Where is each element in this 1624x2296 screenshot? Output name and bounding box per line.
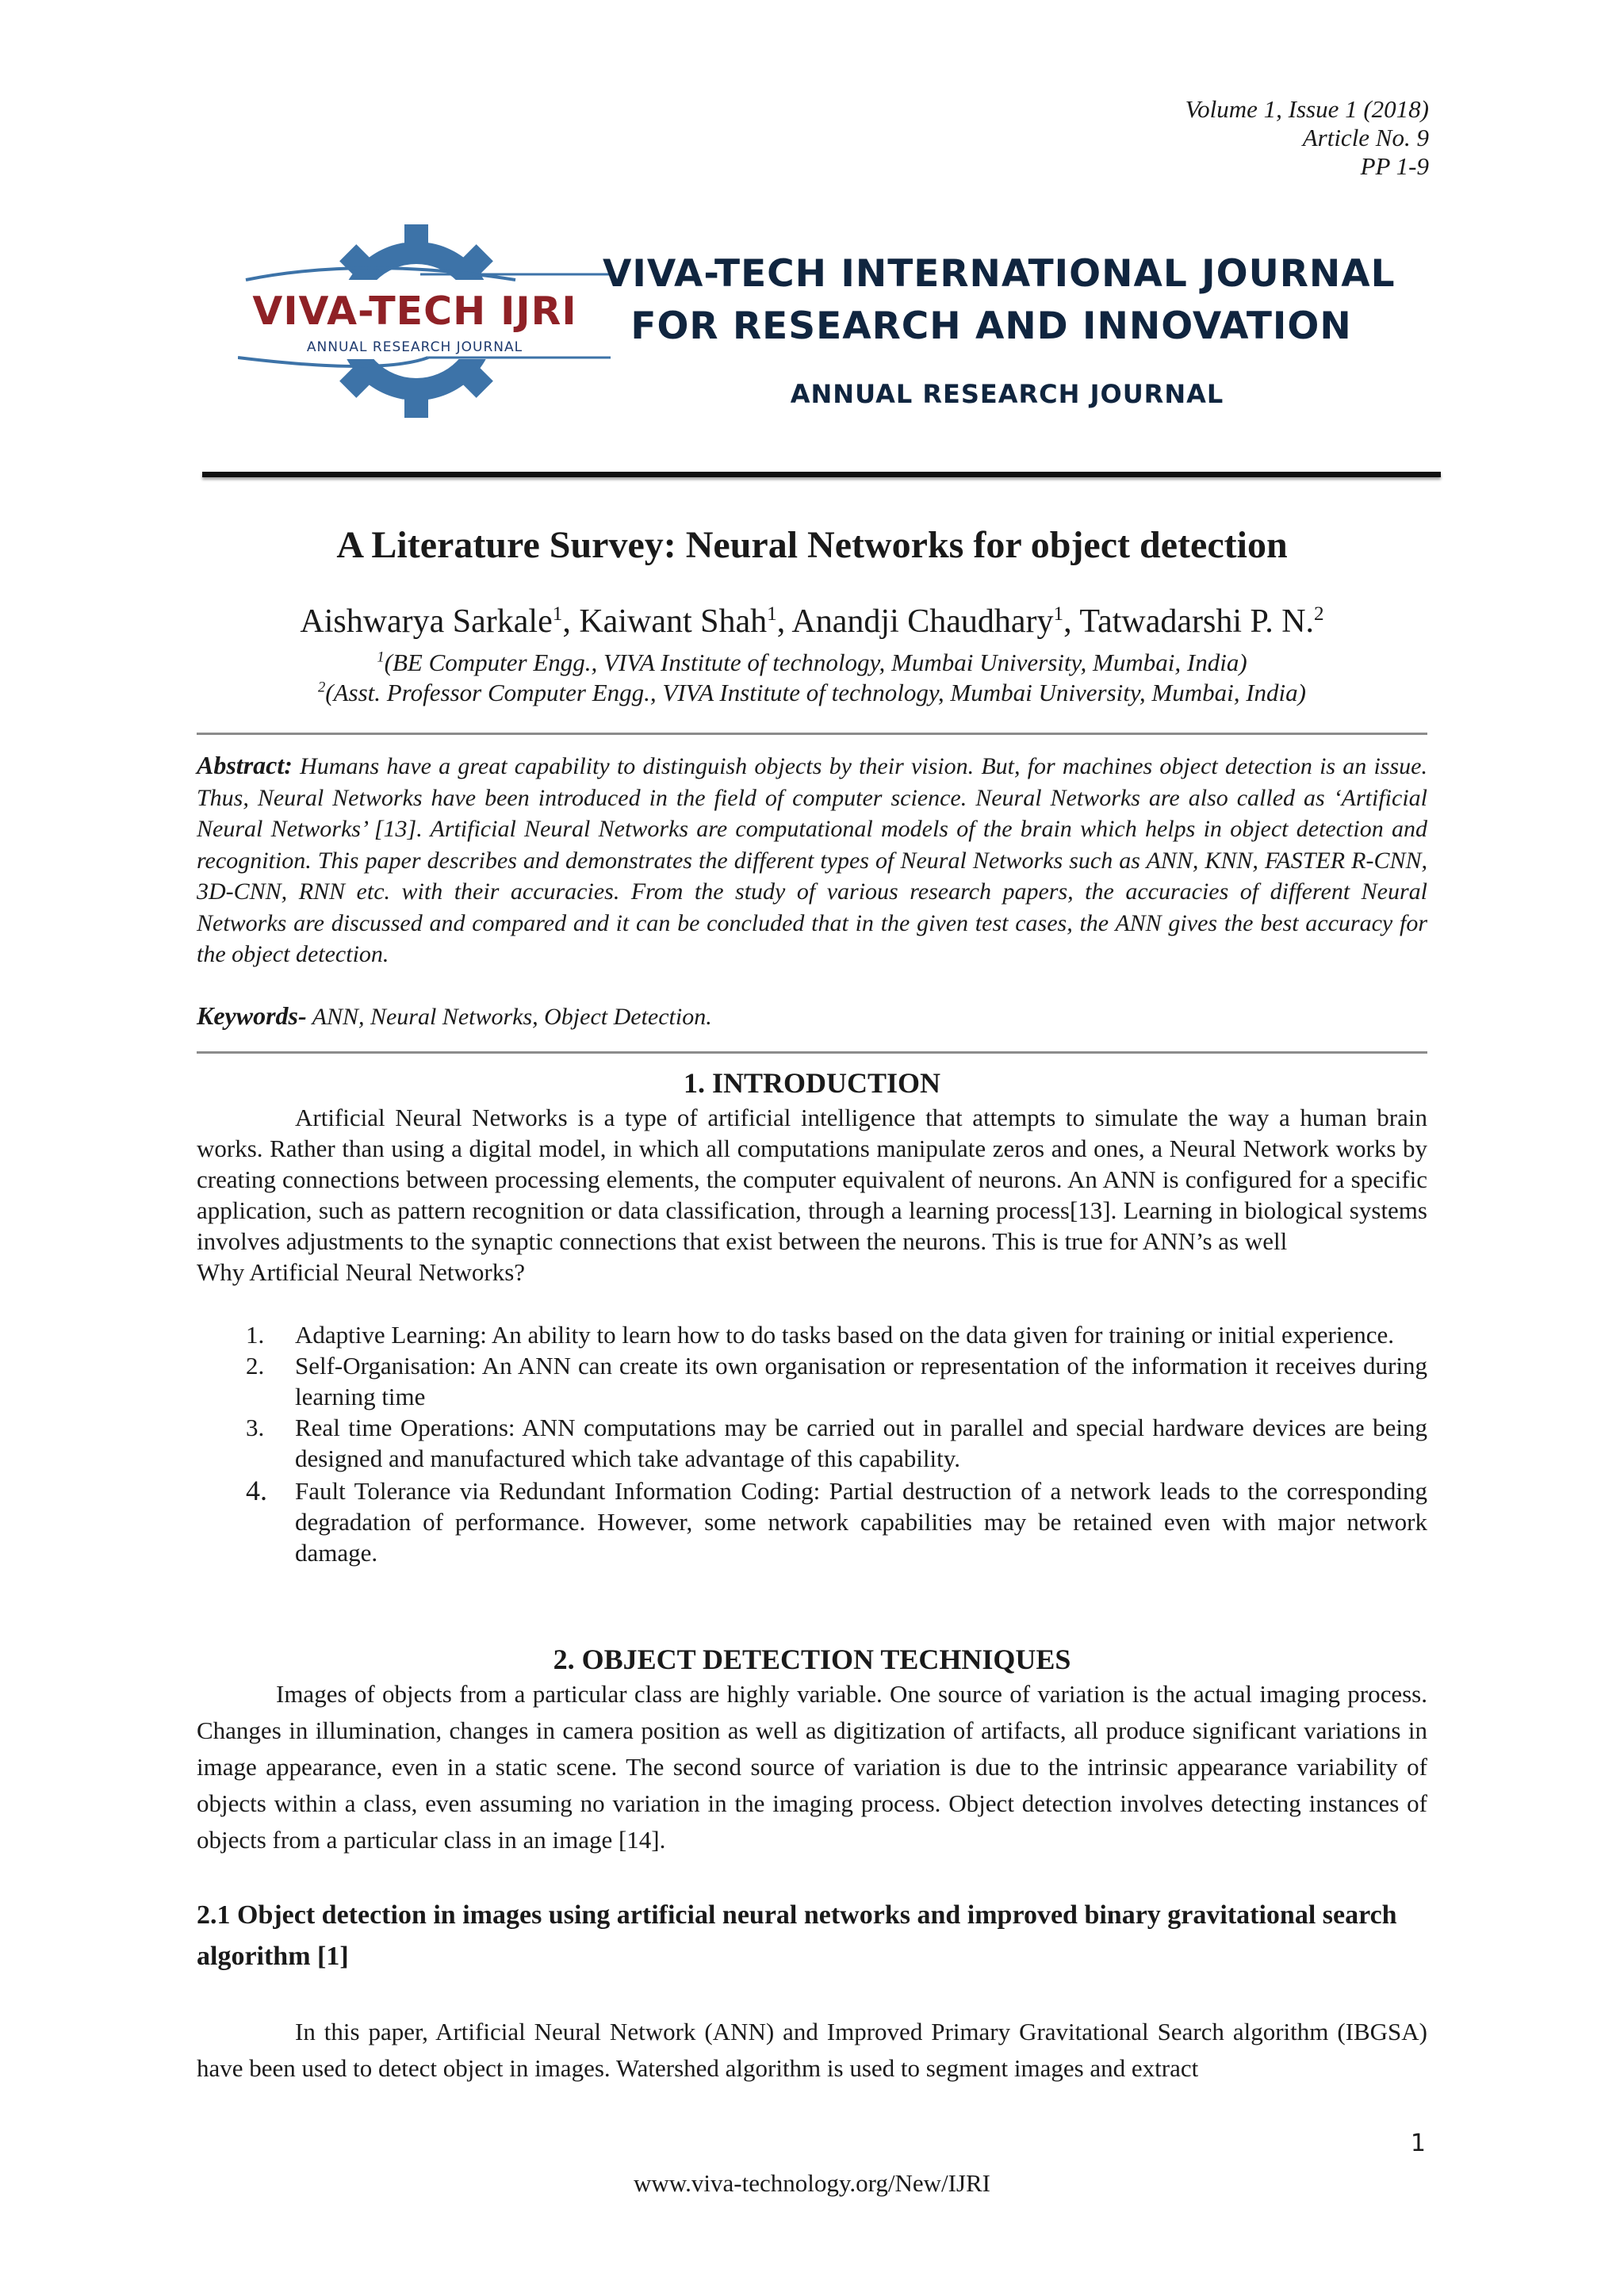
author-sup: 1	[1053, 603, 1064, 625]
section-heading-object-detection: 2. OBJECT DETECTION TECHNIQUES	[553, 1644, 1071, 1675]
author-sup: 1	[767, 603, 777, 625]
logo-tagline: ANNUAL RESEARCH JOURNAL	[306, 339, 523, 355]
list-item	[197, 1319, 1427, 1350]
list-item	[197, 1350, 1427, 1412]
list-number: 1.	[246, 1321, 265, 1349]
author-name: Kaiwant Shah	[579, 603, 768, 640]
page-number: 1	[1410, 2130, 1426, 2157]
list-text: Real time Operations: ANN computations may be carried out in parallel and special hardware devices are being designed and manufactured which take advantage of this capability.	[295, 1414, 1427, 1472]
abstract-top-rule	[197, 733, 1427, 735]
intro-body	[197, 1102, 1427, 1288]
intro-paragraph: Artificial Neural Networks is a type of artificial intelligence that attempts to simulate the way a human brain works. Rather than using a digital model, in which all computations manipulate zeros and ones, a Neural Network works by creating connections between processing elements, the computer equivalent of neurons. An ANN is configured for a specific application, such as pattern recognition or data classification, through a learning process[13]. Learning in biological systems involves adjustments to the synaptic connections that exist between the neurons. This is true for ANN’s as well	[197, 1104, 1427, 1255]
affiliation-sup: 2	[318, 679, 326, 696]
list-number: 3.	[246, 1414, 265, 1441]
section-heading-introduction: 1. INTRODUCTION	[683, 1067, 941, 1099]
journal-title-line1: VIVA-TECH INTERNATIONAL JOURNAL	[603, 252, 1396, 296]
issue-info	[1185, 95, 1429, 181]
affiliation-text: (Asst. Professor Computer Engg., VIVA Institute of technology, Mumbai University, Mumbai, India)	[325, 679, 1306, 706]
subsection-paragraph	[197, 2014, 1427, 2087]
keywords-label: Keywords-	[197, 1001, 307, 1030]
list-number: 2.	[246, 1352, 265, 1380]
paper-title: A Literature Survey: Neural Networks for object detection	[336, 524, 1288, 566]
affiliation-text: (BE Computer Engg., VIVA Institute of technology, Mumbai University, Mumbai, India)	[384, 649, 1247, 676]
keywords	[197, 1001, 1427, 1031]
volume-line: Volume 1, Issue 1 (2018)	[1185, 95, 1429, 123]
abstract-label: Abstract:	[197, 751, 293, 779]
list-text: Adaptive Learning: An ability to learn how to do tasks based on the data given for training or initial experience.	[295, 1321, 1394, 1349]
affiliation-2	[198, 679, 1426, 707]
logo-name: VIVA-TECH IJRI	[252, 289, 577, 334]
abstract	[197, 750, 1427, 970]
footer-url[interactable]: www.viva-technology.org/New/IJRI	[634, 2169, 990, 2197]
subsection-heading: 2.1 Object detection in images using artificial neural networks and improved binary gravitational search algorithm [1]	[197, 1900, 1397, 1971]
ann-benefits-list	[197, 1319, 1427, 1568]
list-text: Fault Tolerance via Redundant Information Coding: Partial destruction of a network leads to the corresponding degradation of performance. However, some network capabilities may be retained even with major network damage.	[295, 1477, 1427, 1567]
author-name: Tatwadarshi P. N.	[1079, 603, 1315, 640]
pages-line: PP 1-9	[1360, 152, 1429, 180]
list-number: 4.	[246, 1475, 267, 1506]
author-sup: 2	[1314, 603, 1324, 625]
author-list: Aishwarya Sarkale$^1$, Kaiwant Shah$^1$, Anandji Chaudhary$^1$, Tatwadarshi P. N.$^2$	[300, 603, 1324, 640]
journal-subtitle: ANNUAL RESEARCH JOURNAL	[790, 379, 1224, 409]
journal-title-line2: FOR RESEARCH AND INNOVATION	[630, 304, 1352, 348]
article-line: Article No. 9	[1302, 124, 1429, 151]
intro-question: Why Artificial Neural Networks?	[197, 1258, 526, 1286]
abstract-bottom-rule	[197, 1051, 1427, 1054]
list-item	[197, 1475, 1427, 1568]
subsection-text: In this paper, Artificial Neural Network (ANN) and Improved Primary Gravitational Search algorithm (IBGSA) have been used to detect object in images. Watershed algorithm is used to segment images and extract	[197, 2018, 1427, 2082]
affiliation-1	[198, 649, 1426, 677]
affiliation-sup: 1	[377, 649, 385, 666]
list-text: Self-Organisation: An ANN can create its own organisation or representation of the information it receives during learning time	[295, 1352, 1427, 1410]
section2-paragraph	[197, 1676, 1427, 1858]
header-divider	[202, 472, 1441, 477]
list-item	[197, 1412, 1427, 1474]
author-sup: 1	[552, 603, 563, 625]
author-name: Anandji Chaudhary	[791, 603, 1054, 640]
keywords-text: ANN, Neural Networks, Object Detection.	[312, 1004, 712, 1030]
section2-text: Images of objects from a particular class are highly variable. One source of variation is the actual imaging process. Changes in illumination, changes in camera position as well as digitization of artifacts, all produce significant variations in image appearance, even in a static scene. The second source of variation is due to the intrinsic appearance variability of objects within a class, even assuming no variation in the imaging process. Object detection involves detecting instances of objects from a particular class in an image [14].	[197, 1680, 1427, 1854]
author-name: Aishwarya Sarkale	[300, 603, 553, 640]
abstract-text: Humans have a great capability to distinguish objects by their vision. But, for machines object detection is an issue. Thus, Neural Networks have been introduced in the field of computer science. Neural Networks are also called as ‘Artificial Neural Networks’ [13]. Artificial Neural Networks are computational models of the brain which helps in object detection and recognition. This paper describes and demonstrates the different types of Neural Networks such as ANN, KNN, FASTER R-CNN, 3D-CNN, RNN etc. with their accuracies. From the study of various research papers, the accuracies of different Neural Networks are discussed and compared and it can be concluded that in the given test cases, the ANN gives the best accuracy for the object detection.	[197, 753, 1428, 967]
